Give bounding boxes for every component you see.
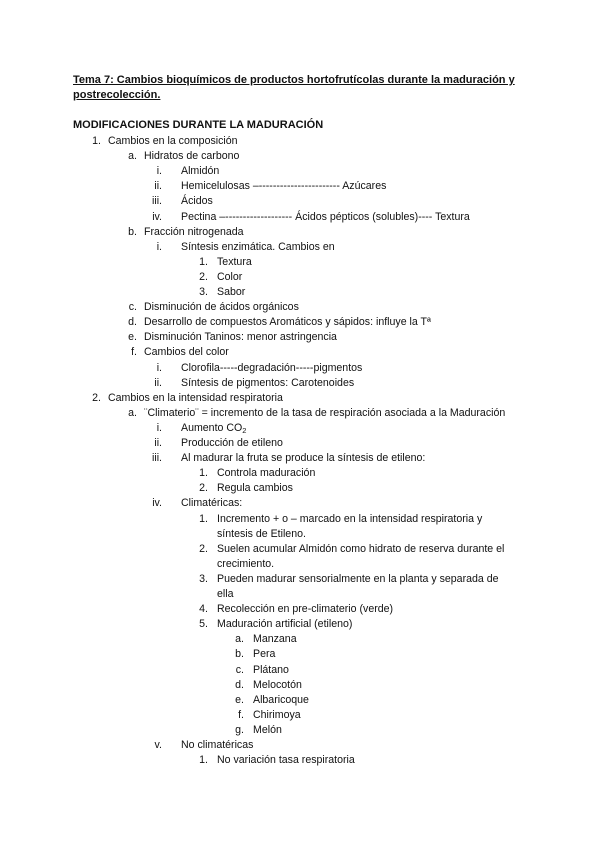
outline-item <box>0 647 600 662</box>
outline-item <box>0 617 600 632</box>
outline-item <box>0 421 600 436</box>
outline-text-value: Producción de etileno <box>181 437 283 449</box>
outline-marker: a. <box>235 633 244 646</box>
outline-item <box>0 451 600 466</box>
outline-marker: 2. <box>92 391 101 404</box>
outline-text-value: Chirimoya <box>253 708 301 721</box>
outline-marker: 1. <box>199 754 208 767</box>
outline-text <box>217 602 393 617</box>
outline-text <box>144 406 505 421</box>
outline-item <box>0 678 600 693</box>
outline-item <box>0 602 600 617</box>
outline-marker: v. <box>154 739 162 751</box>
outline-marker: 1. <box>92 135 101 147</box>
outline-marker: i. <box>156 240 162 253</box>
outline-item <box>0 345 600 360</box>
outline-item <box>0 512 600 527</box>
outline-text-value: Hemicelulosas –----------------------- Azúcares <box>181 180 387 193</box>
outline-item <box>0 542 600 557</box>
outline-text <box>253 708 301 723</box>
outline-item <box>0 300 600 315</box>
outline-text <box>217 270 242 285</box>
outline-item <box>0 270 600 285</box>
outline-text-value: Clorofila-----degradación-----pigmentos <box>181 361 363 374</box>
outline-marker: 5. <box>199 618 208 631</box>
outline-text-value: Pueden madurar sensorialmente en la planta y separada de <box>217 572 499 585</box>
outline-text-value: Síntesis enzimática. Cambios en <box>181 240 335 253</box>
outline-text-value: Albaricoque <box>253 693 309 706</box>
outline-item <box>0 330 600 345</box>
outline-marker: e. <box>128 331 137 344</box>
outline-marker: iv. <box>152 210 162 223</box>
outline-item <box>0 361 600 376</box>
outline-text-value: Pera <box>253 648 276 661</box>
outline-marker: i. <box>156 361 162 374</box>
outline-text-value: crecimiento. <box>217 557 275 570</box>
outline-text <box>144 300 299 315</box>
outline-text <box>217 285 245 300</box>
outline-marker: e. <box>235 693 244 706</box>
outline-text <box>181 179 386 194</box>
outline-text-value: Manzana <box>253 633 297 646</box>
section-heading: MODIFICACIONES DURANTE LA MADURACIÓN <box>73 119 324 131</box>
outline-item <box>0 376 600 391</box>
outline-text <box>253 647 275 662</box>
outline-marker: c. <box>128 301 137 314</box>
outline-text-value: Ácidos <box>181 195 213 208</box>
outline-text-value: Controla maduración <box>217 467 316 480</box>
outline-item <box>0 255 600 270</box>
outline-text-value: síntesis de Etileno. <box>217 527 306 540</box>
outline-marker: d. <box>128 316 137 329</box>
outline-text <box>108 134 238 149</box>
outline-marker: 3. <box>199 286 208 298</box>
outline-text <box>253 678 302 693</box>
outline-text-value: Sabor <box>217 286 246 298</box>
outline-marker: d. <box>235 678 244 691</box>
outline-text-value: Al madurar la fruta se produce la síntesis de etileno: <box>181 452 426 465</box>
outline-text-value: Maduración artificial (etileno) <box>217 618 353 631</box>
outline-text-value: Incremento + o – marcado en la intensidad respiratoria y <box>217 512 483 525</box>
document-title: Tema 7: Cambios bioquímicos de productos hortofrutícolas durante la maduración y postrecolección. <box>73 74 515 101</box>
outline-marker: 2. <box>199 482 208 495</box>
outline-marker: ii. <box>154 437 162 449</box>
outline-marker: a. <box>128 150 137 163</box>
outline-text-value: Color <box>217 270 243 283</box>
outline-marker: 3. <box>199 572 208 585</box>
outline-item <box>0 436 600 451</box>
outline-text-value: Síntesis de pigmentos: Carotenoides <box>181 376 355 389</box>
outline-text-value: No climatéricas <box>181 739 254 751</box>
outline-text-value: Melocotón <box>253 678 302 691</box>
outline-marker: i. <box>156 421 162 434</box>
outline-marker: iv. <box>152 497 162 510</box>
outline-item <box>0 210 600 225</box>
outline-text-value: Almidón <box>181 165 220 178</box>
outline-item <box>0 391 600 406</box>
outline-text <box>181 738 253 753</box>
outline-marker: iii. <box>151 195 162 208</box>
outline-text-value: Cambios en la intensidad respiratoria <box>108 391 283 404</box>
outline-text <box>217 557 274 572</box>
outline-text-value: Suelen acumular Almidón como hidrato de reserva durante el <box>217 542 505 555</box>
outline-text <box>181 240 335 255</box>
subscript: 2 <box>242 425 247 435</box>
outline-text <box>217 587 234 602</box>
outline-text-value: Cambios en la composición <box>108 135 238 147</box>
outline-text-value: Fracción nitrogenada <box>144 225 244 238</box>
outline-marker: f. <box>131 346 137 359</box>
outline-marker: ii. <box>154 180 162 193</box>
outline-marker: 2. <box>199 270 208 283</box>
outline-item <box>0 179 600 194</box>
outline-item <box>0 149 600 164</box>
outline-text <box>181 496 242 511</box>
outline-marker: 4. <box>199 603 208 616</box>
outline-item <box>0 496 600 511</box>
outline-text-value: Regula cambios <box>217 482 293 495</box>
outline-text-value: Desarrollo de compuestos Aromáticos y sápidos: influye la Tª <box>144 316 431 329</box>
outline-marker: 1. <box>199 512 208 525</box>
outline-text-value: Plátano <box>253 663 289 676</box>
outline-text <box>217 572 499 587</box>
outline-text-value: Recolección en pre-climaterio (verde) <box>217 603 394 616</box>
outline-text-value: Melón <box>253 723 282 736</box>
outline-marker: b. <box>235 648 244 661</box>
outline-text-value: Hidratos de carbono <box>144 150 240 163</box>
outline-marker: i. <box>156 165 162 178</box>
outline-item <box>0 632 600 647</box>
outline-text <box>181 194 213 209</box>
outline-marker: c. <box>235 663 244 676</box>
outline-text <box>253 693 309 708</box>
outline-text <box>181 436 283 451</box>
outline-item <box>0 708 600 723</box>
outline-item <box>0 225 600 240</box>
outline-text <box>217 617 352 632</box>
outline-text <box>144 345 229 360</box>
outline-text-value: Climatéricas: <box>181 497 243 510</box>
outline-text <box>217 753 355 768</box>
outline-text-value: Textura <box>217 255 252 268</box>
outline-item <box>0 693 600 708</box>
outline-item <box>0 134 600 149</box>
outline-text-value: Pectina –------------------- Ácidos pépticos (solubles)---- Textura <box>181 210 470 223</box>
outline-text-value: Cambios del color <box>144 346 229 359</box>
outline-item <box>0 315 600 330</box>
outline-item <box>0 527 600 542</box>
outline-item <box>0 738 600 753</box>
outline-item <box>0 572 600 587</box>
outline-text <box>181 376 354 391</box>
outline-text <box>217 255 252 270</box>
outline-text <box>181 361 362 376</box>
outline-text <box>108 391 283 406</box>
outline-item <box>0 406 600 421</box>
outline-marker: 1. <box>199 467 208 480</box>
outline-text <box>144 225 244 240</box>
outline-text <box>253 663 289 678</box>
outline-text <box>217 527 306 542</box>
outline-marker: a. <box>128 406 137 419</box>
outline-text <box>181 210 470 225</box>
outline-text <box>144 149 239 164</box>
outline-item <box>0 481 600 496</box>
outline-text <box>217 466 315 481</box>
outline-item <box>0 557 600 572</box>
outline-item <box>0 663 600 678</box>
outline-item <box>0 753 600 768</box>
outline-marker: g. <box>235 723 244 736</box>
outline-text <box>144 315 431 330</box>
outline-marker: f. <box>238 708 244 721</box>
outline-item <box>0 164 600 179</box>
outline-marker: iii. <box>151 452 162 465</box>
outline-item <box>0 587 600 602</box>
outline-text <box>217 512 482 527</box>
outline-text <box>217 542 504 557</box>
outline-marker: 1. <box>199 255 208 268</box>
outline-item <box>0 194 600 209</box>
outline-text-value: Disminución de ácidos orgánicos <box>144 301 299 314</box>
outline-text <box>181 451 425 466</box>
outline-item <box>0 285 600 300</box>
outline-text <box>144 330 337 345</box>
outline-item <box>0 466 600 481</box>
outline-text <box>217 481 293 496</box>
outline-text-value: Aumento CO <box>181 421 243 434</box>
outline-text <box>253 632 297 647</box>
outline-text-value: ¨Climaterio¨ = incremento de la tasa de respiración asociada a la Maduración <box>144 406 506 419</box>
outline-text <box>253 723 282 738</box>
outline-marker: 2. <box>199 542 208 555</box>
outline-item <box>0 240 600 255</box>
outline-text-value: No variación tasa respiratoria <box>217 754 355 767</box>
outline-marker: b. <box>128 225 137 238</box>
outline-text <box>181 164 219 179</box>
outline-marker: ii. <box>154 376 162 389</box>
outline-item <box>0 723 600 738</box>
outline-text-value: ella <box>217 588 234 600</box>
outline-text-value: Disminución Taninos: menor astringencia <box>144 331 337 344</box>
